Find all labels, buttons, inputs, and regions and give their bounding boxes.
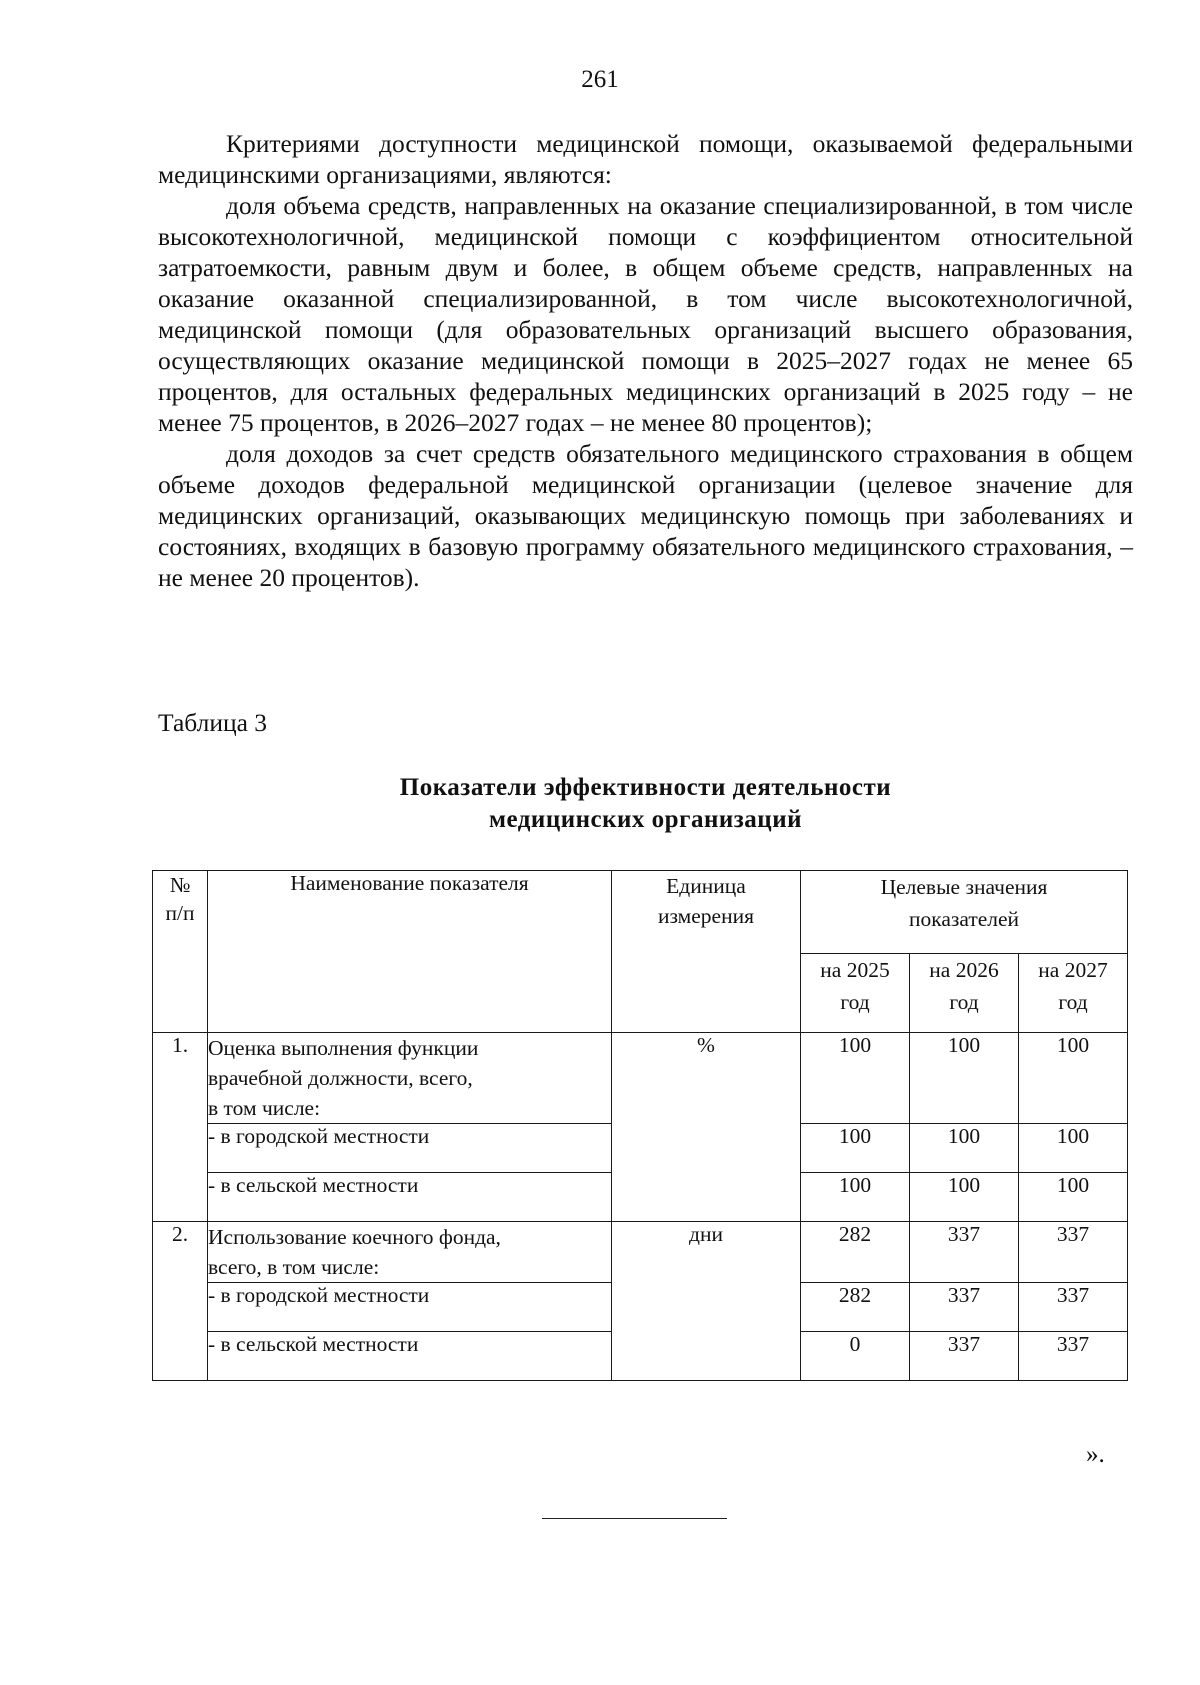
subrow-name: - в городской местности — [208, 1283, 612, 1332]
table-row — [153, 1222, 1128, 1283]
header-unit-line-1: Единица — [666, 874, 746, 898]
subrow-name: - в сельской местности — [208, 1332, 612, 1381]
header-year-2025 — [801, 954, 910, 1033]
paragraph-criterion-2: доля доходов за счет средств обязательного медицинского страхования в общем объеме доходов федеральной медицинской организации (целевое значение для медицинских организаций, оказывающих медицинскую помощь при заболеваниях и состояниях, входящих в базовую программу обязательного медицинского страхования, – не менее 20 процентов). — [158, 439, 1133, 592]
row-indicator-name — [208, 1033, 612, 1124]
value-2027: 337 — [1019, 1222, 1128, 1283]
header-target-line-1: Целевые значения — [880, 875, 1048, 899]
header-year-unit: год — [1058, 990, 1088, 1014]
header-year-label: на 2027 — [1038, 958, 1108, 982]
value-2027: 100 — [1019, 1033, 1128, 1124]
row-unit: % — [612, 1033, 801, 1222]
header-year-unit: год — [949, 990, 979, 1014]
value-2026: 100 — [910, 1124, 1019, 1173]
closing-quote-mark: ». — [1086, 1441, 1105, 1468]
header-unit-line-2: измерения — [657, 904, 755, 928]
indicator-name-line: всего, в том числе: — [208, 1255, 380, 1279]
row-indicator-name — [208, 1222, 612, 1283]
value-2025: 100 — [801, 1124, 910, 1173]
table-title-line-1: Показатели эффективности деятельности — [399, 774, 892, 801]
subrow-name: - в городской местности — [208, 1124, 612, 1173]
indicator-name-line: Оценка выполнения функции — [208, 1036, 479, 1060]
value-2025: 0 — [801, 1332, 910, 1381]
header-target-line-2: показателей — [908, 907, 1020, 931]
value-2025: 282 — [801, 1283, 910, 1332]
value-2025: 100 — [801, 1173, 910, 1222]
value-2026: 100 — [910, 1173, 1019, 1222]
table-row — [153, 1033, 1128, 1124]
paragraph-criterion-1: доля объема средств, направленных на оказание специализированной, в том числе высокотехнологичной, медицинской помощи с коэффициентом относительной затратоемкости, равным двум и более, в общем объеме средств, направленных на оказание оказанной специализированной, в том числе высокотехнологичной, медицинской помощи (для образовательных организаций высшего образования, осуществляющих оказание медицинской помощи в 2025–2027 годах не менее 65 процентов, для остальных федеральных медицинских организаций в 2025 году – не менее 75 процентов, в 2026–2027 годах – не менее 80 процентов); — [158, 191, 1133, 437]
table-title-line-2: медицинских организаций — [488, 806, 803, 833]
table-header-row — [153, 871, 1128, 954]
value-2027: 100 — [1019, 1173, 1128, 1222]
header-number — [153, 871, 208, 1033]
value-2025: 282 — [801, 1222, 910, 1283]
page-number: 261 — [581, 66, 619, 93]
header-year-2026 — [910, 954, 1019, 1033]
header-number-abbr: п/п — [165, 901, 195, 925]
value-2027: 337 — [1019, 1332, 1128, 1381]
paragraph-intro: Критериями доступности медицинской помощи, оказываемой федеральными медицинскими организациями, являются: — [158, 129, 1133, 189]
table-title — [158, 772, 1133, 836]
row-unit: дни — [612, 1222, 801, 1381]
body-text — [158, 128, 1133, 593]
row-number: 1. — [153, 1033, 208, 1222]
header-year-unit: год — [840, 990, 870, 1014]
indicator-name-line: врачебной должности, всего, — [208, 1066, 473, 1090]
value-2027: 100 — [1019, 1124, 1128, 1173]
header-target-values — [801, 871, 1128, 954]
value-2027: 337 — [1019, 1283, 1128, 1332]
table-label: Таблица 3 — [158, 708, 268, 737]
value-2026: 337 — [910, 1332, 1019, 1381]
value-2026: 337 — [910, 1222, 1019, 1283]
indicator-name-line: Использование коечного фонда, — [208, 1225, 501, 1249]
value-2025: 100 — [801, 1033, 910, 1124]
header-indicator-name: Наименование показателя — [208, 871, 612, 1033]
value-2026: 337 — [910, 1283, 1019, 1332]
indicators-table — [152, 870, 1128, 1381]
header-year-2027 — [1019, 954, 1128, 1033]
footer-divider — [542, 1518, 727, 1519]
row-number: 2. — [153, 1222, 208, 1381]
subrow-name: - в сельской местности — [208, 1173, 612, 1222]
header-number-symbol: № — [169, 873, 191, 897]
header-year-label: на 2026 — [929, 958, 999, 982]
header-year-label: на 2025 — [820, 958, 890, 982]
indicator-name-line: в том числе: — [208, 1096, 321, 1120]
value-2026: 100 — [910, 1033, 1019, 1124]
header-unit — [612, 871, 801, 1033]
